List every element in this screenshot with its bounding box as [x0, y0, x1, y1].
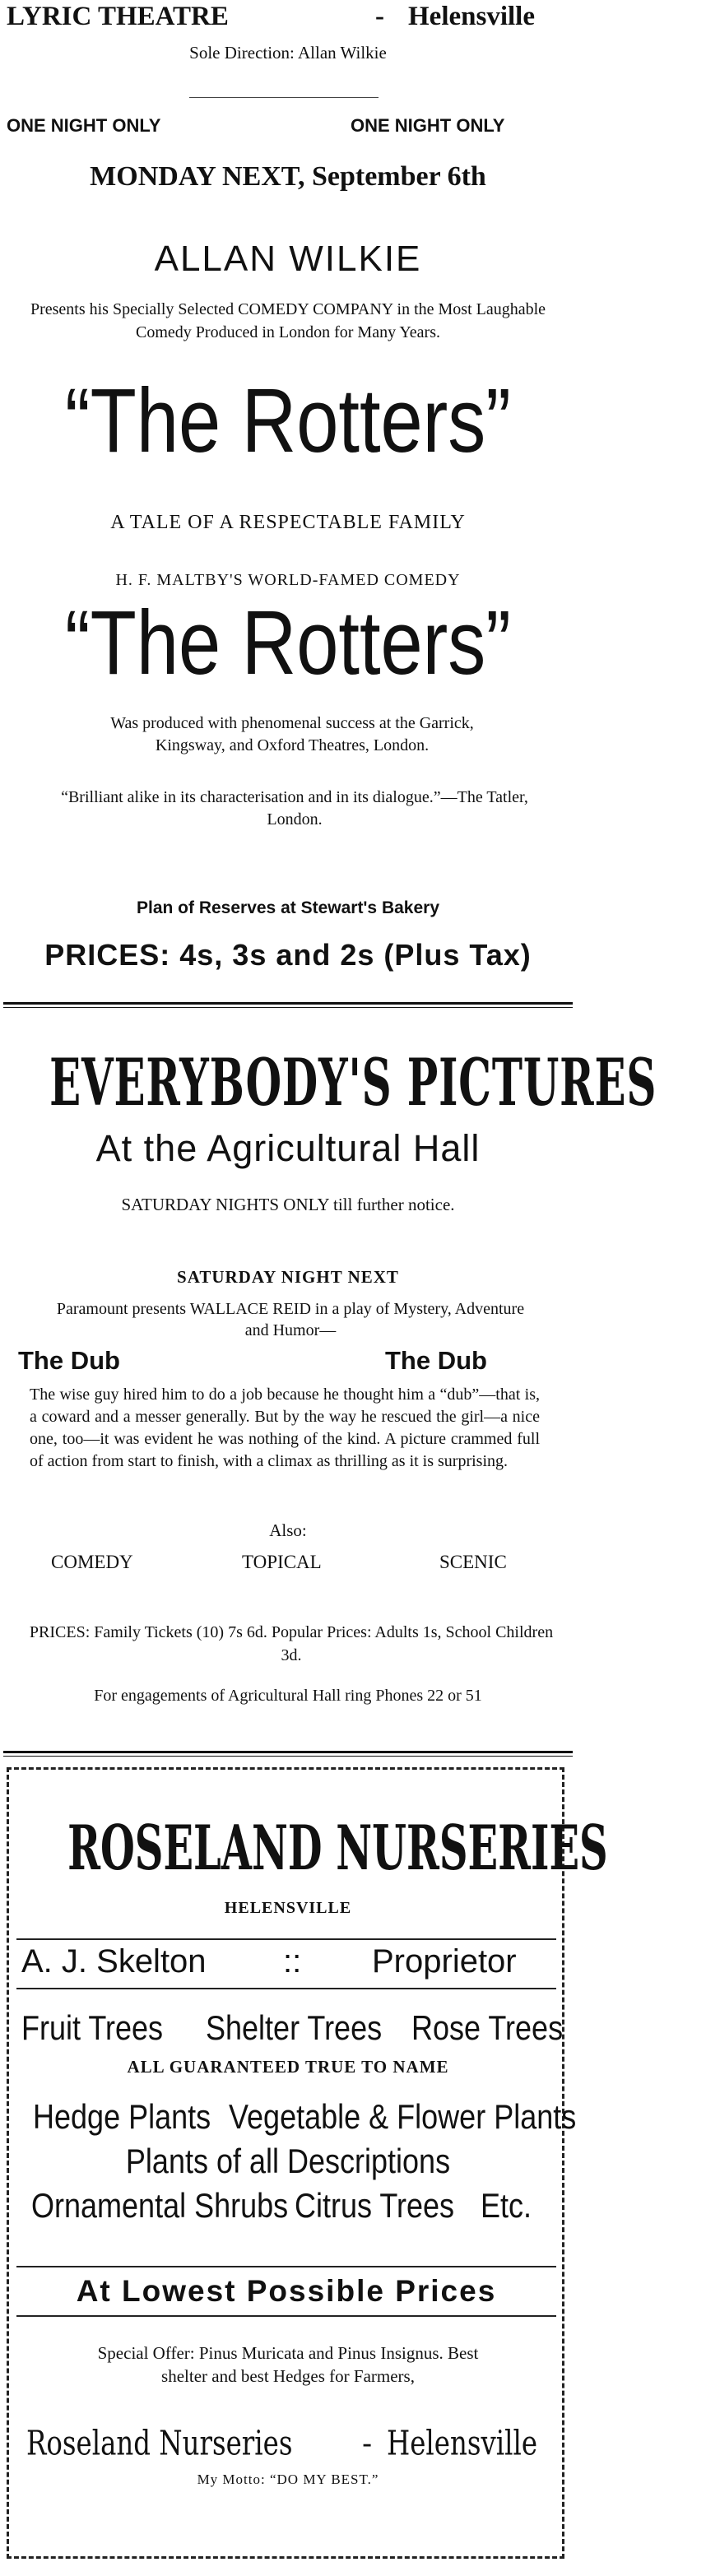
- lyric-play-title-2: [0, 594, 576, 693]
- divider: [189, 97, 379, 98]
- roseland-motto: My Motto: “DO MY BEST.”: [197, 2472, 379, 2487]
- support-row: [0, 1552, 576, 1578]
- one-night-right: ONE NIGHT ONLY: [351, 115, 505, 136]
- lyric-plan-text: Plan of Reserves at Stewart's Bakery: [136, 898, 439, 917]
- lyric-maltby-line: H. F. MALTBY'S WORLD-FAMED COMEDY: [115, 571, 461, 589]
- roseland-town: HELENSVILLE: [224, 1899, 352, 1917]
- support-comedy: COMEDY: [51, 1552, 133, 1572]
- section-divider-1: [3, 1002, 573, 1005]
- support-scenic: SCENIC: [439, 1552, 507, 1572]
- lyric-date-line: MONDAY NEXT, September 6th: [90, 161, 486, 192]
- film-title-right: The Dub: [385, 1346, 487, 1375]
- roseland-heading: [0, 1812, 608, 1885]
- pictures-heading-text: EVERYBODY'S PICTURES: [49, 1045, 657, 1121]
- lyric-venue-heading: LYRIC THEATRE: [7, 2, 229, 31]
- trees-row: [0, 2007, 576, 2052]
- plants-vegetable: Vegetable & Flower Plants: [229, 2096, 577, 2136]
- lyric-presents-text: Presents his Specially Selected COMEDY COMPANY in the Most Laughable Comedy Produced in London for Many Years.: [30, 300, 546, 341]
- trees-shelter: Shelter Trees: [206, 2007, 383, 2047]
- plants-row-2: [0, 2141, 576, 2180]
- roseland-footer: [0, 2424, 576, 2467]
- pictures-schedule: SATURDAY NIGHTS ONLY till further notice.: [121, 1195, 455, 1214]
- one-night-row: [0, 115, 576, 140]
- pictures-presents: Paramount presents WALLACE REID in a play of Mystery, Adventure and Humor—: [56, 1300, 525, 1339]
- plants-row-1: [0, 2096, 577, 2141]
- roseland-heading-text: ROSELAND NURSERIES: [67, 1812, 608, 1885]
- lyric-play-title: [0, 372, 576, 471]
- plants-etc: Etc.: [481, 2185, 532, 2225]
- section-divider-1b: [3, 1007, 573, 1008]
- lowest-prices: At Lowest Possible Prices: [76, 2274, 497, 2308]
- pictures-synopsis: The wise guy hired him to do a job because he thought him a “dub”—that is, a coward and a messer generally. But by the way he rescued the girl—a nice one, too—it was evident he was nothing of the kind. A picture crammed full of action from start to finish, with a climax as thrilling as it is surprising.: [30, 1385, 540, 1470]
- trees-fruit: Fruit Trees: [21, 2007, 164, 2047]
- plants-shrubs: Ornamental Shrubs: [31, 2185, 289, 2225]
- pictures-venue: At the Agricultural Hall: [95, 1127, 481, 1169]
- proprietor-name: A. J. Skelton: [21, 1943, 207, 1980]
- lyric-sole-direction: Sole Direction: Allan Wilkie: [189, 43, 387, 63]
- lyric-play-title-text: “The Rotters”: [65, 370, 511, 472]
- roseland-guarantee: ALL GUARANTEED TRUE TO NAME: [127, 2057, 449, 2077]
- pictures-heading: [0, 1045, 657, 1121]
- film-title-row: [0, 1346, 576, 1382]
- trees-rose: Rose Trees: [411, 2007, 564, 2047]
- pictures-next-heading: SATURDAY NIGHT NEXT: [177, 1267, 399, 1287]
- pictures-also: Also:: [269, 1520, 307, 1540]
- section-divider-2: [3, 1751, 573, 1753]
- plants-citrus: Citrus Trees: [295, 2185, 455, 2225]
- pictures-prices: PRICES: Family Tickets (10) 7s 6d. Popular Prices: Adults 1s, School Children 3d.: [29, 1623, 554, 1664]
- lyric-success-text: Was produced with phenomenal success at the Garrick, Kingsway, and Oxford Theatres, London.: [110, 714, 474, 754]
- lowest-prices-band: [16, 2266, 556, 2317]
- lyric-header: [0, 2, 576, 35]
- lyric-review-text: “Brilliant alike in its characterisation and in its dialogue.”—The Tatler, London.: [61, 788, 528, 828]
- lyric-dash: -: [375, 2, 384, 31]
- lyric-town: Helensville: [408, 2, 535, 31]
- plants-descriptions: Plants of all Descriptions: [125, 2141, 451, 2180]
- plants-row-3: [0, 2185, 576, 2230]
- footer-name: Roseland Nurseries: [26, 2424, 293, 2464]
- proprietor-band: [16, 1938, 556, 1989]
- proprietor-label: Proprietor: [372, 1943, 517, 1980]
- pictures-engagements: For engagements of Agricultural Hall ring Phones 22 or 51: [94, 1687, 482, 1705]
- film-title-left: The Dub: [18, 1346, 120, 1375]
- proprietor-separator: ::: [283, 1943, 302, 1980]
- footer-dash: -: [362, 2427, 373, 2461]
- lyric-tagline: A TALE OF A RESPECTABLE FAMILY: [110, 512, 466, 533]
- section-divider-2b: [3, 1756, 573, 1757]
- support-topical: TOPICAL: [242, 1552, 322, 1572]
- one-night-left: ONE NIGHT ONLY: [7, 115, 161, 136]
- special-offer: Special Offer: Pinus Muricata and Pinus Insignus. Best shelter and best Hedges for Farmers,: [97, 2343, 479, 2386]
- lyric-play-title-2-text: “The Rotters”: [65, 592, 511, 694]
- footer-town: Helensville: [387, 2424, 538, 2464]
- lyric-presenter: ALLAN WILKIE: [154, 239, 422, 279]
- plants-hedge: Hedge Plants: [33, 2096, 211, 2136]
- lyric-prices: PRICES: 4s, 3s and 2s (Plus Tax): [44, 938, 532, 972]
